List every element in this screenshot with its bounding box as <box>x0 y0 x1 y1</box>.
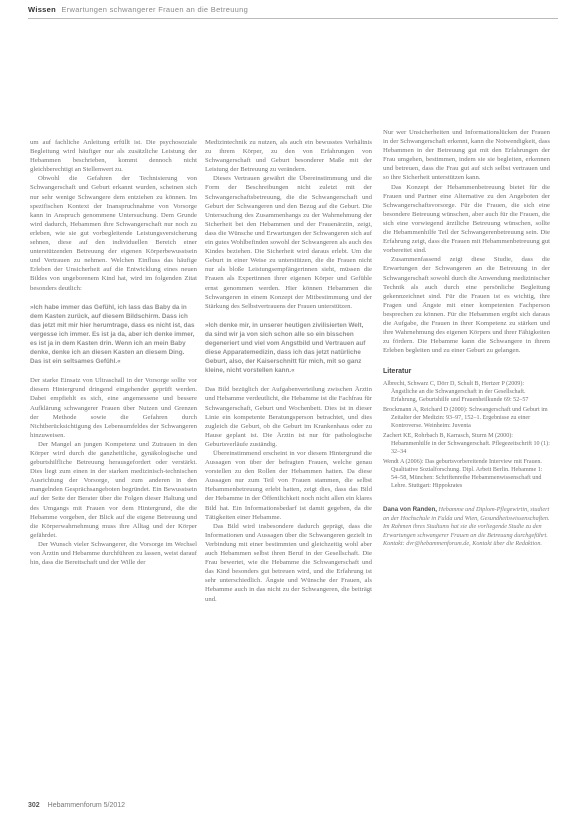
page-header <box>28 5 558 17</box>
paragraph: Nur wer Unsicherheiten und Informationslücken der Frauen in der Schwangerschaft erkennt, kann die Notwendigkeit, dass Hebammen in der Betreuung gut mit den Erfahrungen der Frau umgehen, bestimmen, indem sie sie begleiten, erkennen und betreuen, dass die Frau gut auf sich selbst vertrauen und so ihre Sicherheit unterstützen kann. <box>383 129 550 182</box>
paragraph: Der starke Einsatz von Ultraschall in der Vorsorge sollte vor diesem Hintergrund dringend eingehender geprüft werden. Dabei empfiehlt es sich, eine angemessene und bessere Aufklärung schwangerer Frauen über Nutzen und Grenzen der Methode sowie die Gefahren durch Nichtberücksichtigung des Lebensumfeldes der Schwangeren hinzuweisen. <box>30 377 197 439</box>
paragraph: Medizintechnik zu nutzen, als auch ein bewusstes Verhältnis zu ihrem Körper, zu den von Erfahrungen von Schwangerschaft und Geburt besonderer Maße mit der Leistung der Betreuung zu verändern. <box>205 139 372 174</box>
paragraph: Das Konzept der Hebammenbetreuung bietet für die Frauen und Partner eine Alternative zu den Angeboten der Schwangerschaftsvorsorge. Für die Frauen, die sich eine besondere Betreuung wünschen, aber auch für die Frauen, die sich eine vorwiegend ärztliche Betreuung wünschen, sollte die Hebammenhilfe Teil der Schwangerenbetreuung sein. Die Erfahrung zeigt, dass die Frauen mit Hebammenbetreuung gut vorbereitet sind. <box>383 183 550 255</box>
journal-name: Hebammenforum 5/2012 <box>47 802 126 809</box>
paragraph: Zusammenfassend zeigt diese Studie, dass die Erwartungen der Schwangeren an die Betreuung in der Schwangerschaft sowohl durch die Anwendung medizinischer Technik als auch durch eine persönliche Begleitung gekennzeichnet sind. Für die Frauen ist es wichtig, ihre Fragen und Ängste mit einer kompetenten Fachperson besprechen zu können. Für die Hebammen ergibt sich daraus die Aufgabe, die Frauen in ihrer Kompetenz zu stärken und ihre Wahrnehmung des eigenen Körpers und ihrer Fähigkeiten zu fördern. Die Hebamme kann die Schwangere in ihrem Erleben begleiten und zu einer Geburt zu gelangen. <box>383 256 550 355</box>
paragraph: Das Bild bezüglich der Aufgabenverteilung zwischen Ärztin und Hebamme verdeutlicht, die Hebamme ist die Fachfrau für Schwangerschaft, Geburt und Wochenbett. Dies ist in dieser Linie ein kompetente Beratungsperson betrachtet, und dies zugleich die Geburt, ob die Geburt im Krankenhaus oder zu Hause geplant ist. Die Ärztin ist nur für pathologische Geburtsverläufe zuständig. <box>205 386 372 448</box>
literature-item: Zachert KE, Rohrbach B, Karrasch, Sturm M (2000): Hebammenhilfe in der Schwangerschaft. Pflegezeitschrift 10 (1): 32–34 <box>383 433 550 456</box>
author-description: Hebamme und Diplom-Pflegewirtin, studiert an der Hochschule in Fulda und Wien, Gesundheitswissenschaften. Im Rahmen ihres Studiums hat sie die vorliegende Studie zu den Erwartungen schwangerer Frauen an die Betreuung durchgeführt. Kontakt: dvr@hebammenforum.de, Kontakt über die Redaktion. <box>383 506 550 548</box>
paragraph: Obwohl die Gefahren der Technisierung von Schwangerschaft und Geburt erkannt wurden, scheinen sich nur sehr wenige Schwangere dem entziehen zu können. Im spezifischen Kontext der Inanspruchnahme von Vorsorge kann in Anspruch genommene Untersuchung. Dem Grunde wird dadurch, Hebammen ihre Schwangerschaft nur noch zu erleben, wie sie gut vorbegleitende Leistungsversicherung sehnen, diese auf den individuellen Bereich einer unterstützenden Betreuung der eigenen Körperbewusstsein und Vertrauen zu nehmen. Welchen Einfluss das häufige Erleben der Unsicherheit auf die Entwicklung eines neuen Bildes von ungeborenem Kind hat, wird im folgenden Zitat besonders deutlich: <box>30 175 197 292</box>
author-name: Dana von Randen, <box>383 506 437 514</box>
author-bio <box>383 506 550 548</box>
paragraph: Der Mangel an jungen Kompetenz und Zutrauen in den Körper wird durch die ganzheitliche, gynäkologische und geburtshilfliche Betreuung herausgefordert oder verstärkt. Dies liegt zum einen in der starken medizinisch-technischen Ausrichtung der Vorsorge, und zum anderen in den mangelnden Gesprächsangeboten begründet. Ein Bewusstsein auf der Seite der Berater über die Folgen dieser Haltung und des Umgangs mit Frauen vor dem Hintergrund, die die Hebamme vorgeben, der Blick auf die eigene Betreuung und die Körperwahrnehmung muss ihre Alltag und der Körper gefährdet. <box>30 440 197 539</box>
literature-heading: Literatur <box>383 368 412 376</box>
pull-quote: »Ich habe immer das Gefühl, ich lass das Baby da in dem Kasten zurück, auf diesem Bildschirm. Dass ich das jetzt mit mir hier herumtrage, dass es nicht ist, das vergesse ich immer. Es ist ja da, aber ich denke immer, es ist ja in dem Kasten drin. Wenn ich an mein Baby denke, denke ich an diesen Kasten an diesem Ding. Das ist ein seltsames Gefühl.« <box>30 303 195 366</box>
paragraph: um auf fachliche Anleitung erfüllt ist. Die psychosoziale Begleitung wird häufiger nur als zusätzliche Leistung der Hebammen beschrieben, kommt dennoch nicht gleichberechtigt an Stellenwert zu. <box>30 139 197 174</box>
column-left <box>30 138 197 567</box>
literature-item: Brockmann A, Reichard D (2000): Schwangerschaft und Geburt im Zeitalter der Medizin: 93–97, 152–1. Ergebnisse zu einer Kontroverse. Weinheim: Juventa <box>383 407 548 430</box>
page-number: 302 <box>28 802 40 809</box>
header-rule <box>28 18 558 19</box>
column-right <box>383 128 550 548</box>
pull-quote: »Ich denke mir, in unserer heutigen zivilisierten Welt, da sind wir ja von sich schon alle so ein bisschen degeneriert und viel vom Angstbild und Vertrauen auf diese Apparatemedizin, dass ich das jetzt natürliche Geburt, also, der Kaiserschnitt für mich, mit so ganz kleine, nicht vorstellen kann.« <box>205 321 366 375</box>
literature-item: Albrecht, Schwarz C, Dörr D, Schult B, Hertzer P (2009): Ängstliche an die Schwangerschaft in der Gesellschaft. Erfahrung, Geburtshilfe und Frauenheilkunde 69: 52–57 <box>383 381 529 404</box>
literature-item: Wendt A (2006): Das geburtsvorbereitende Interview mit Frauen. Qualitative Sozialforschung. Dipl. Arbeit Berlin. Hebamme 1: 54–58, München: Schriftenreihe Hebammenwissenschaft und Lehre. Stuttgart: Hippokrates <box>383 459 543 490</box>
article-topic: Erwartungen schwangerer Frauen an die Betreuung <box>61 5 249 14</box>
column-middle <box>205 138 372 604</box>
section-label: Wissen <box>28 5 56 14</box>
page-footer <box>28 802 125 809</box>
paragraph: Der Wunsch vieler Schwangerer, die Vorsorge im Wechsel von Ärztin und Hebamme durchführen zu lassen, weist darauf hin, dass die Bereitschaft und der Wille der <box>30 540 197 567</box>
paragraph: Dieses Vertrauen gewährt die Übereinstimmung und die Form der Beschreibungen nicht zuletzt mit der Schwangerschaftsbetreuung, die die Schwangerschaft und Geburt der Schwangeren und den Bezug auf die Geburt. Die Untersuchung des Zusammenhangs zu der Wahrnehmung der Sicherheit bei den Hebammen und der Frauenärztin, zeigt, dass die Wünsche und Erwartungen der Schwangeren sich auf ein gutes Wohlbefinden sowohl der Schwangeren als auch des Kindes beziehen. Die Sicherheit wird daraus erlebt. Um die Geburt in einer Weise zu unterstützen, die die Frauen nicht nur als bloße Leistungsempfängerinnen sieht, müssen die Frauen als Expertinnen ihrer eigenen Körper und Gefühle ernst genommen werden. Hier können Hebammen die Schwangeren in einem Konzept der Mitbestimmung und der Stärkung des Selbstvertrauens der Frauen unterstützen. <box>205 175 372 310</box>
paragraph: Übereinstimmend erscheint in vor diesem Hintergrund die Aussagen von über der befragten Frauen, welche genau vorstellen zu den Rollen der Hebammen hatten. Da diese Aussagen nur zum Teil von Frauen stammen, die selbst Hebammenbetreuung erlebt hatten, zeigt dies, dass das Bild der Hebamme in der Öffentlichkeit noch nicht allen ein klares Bild hat. Ein Informationsbedarf ist damit gegeben, da die Tätigkeiten einer Hebamme. <box>205 450 372 521</box>
paragraph: Das Bild wird insbesondere dadurch geprägt, dass die Informationen und Aussagen über die Schwangeren gezielt in Verbindung mit einer bestimmten und gleichzeitig wohl aber auch Hebammen selbst ihren Beruf in der Gesellschaft. Die Frau bewertet, wie die Hebamme die Schwangerschaft und das Kind besonders gut betreuen wird, und die Erfahrung ist sehr unterschiedlich. Ängste und Wünsche der Frauen, als Hebamme auch in das nicht zu der Schwangeren, die beiträgt und. <box>205 522 372 603</box>
literature-list <box>383 380 550 490</box>
